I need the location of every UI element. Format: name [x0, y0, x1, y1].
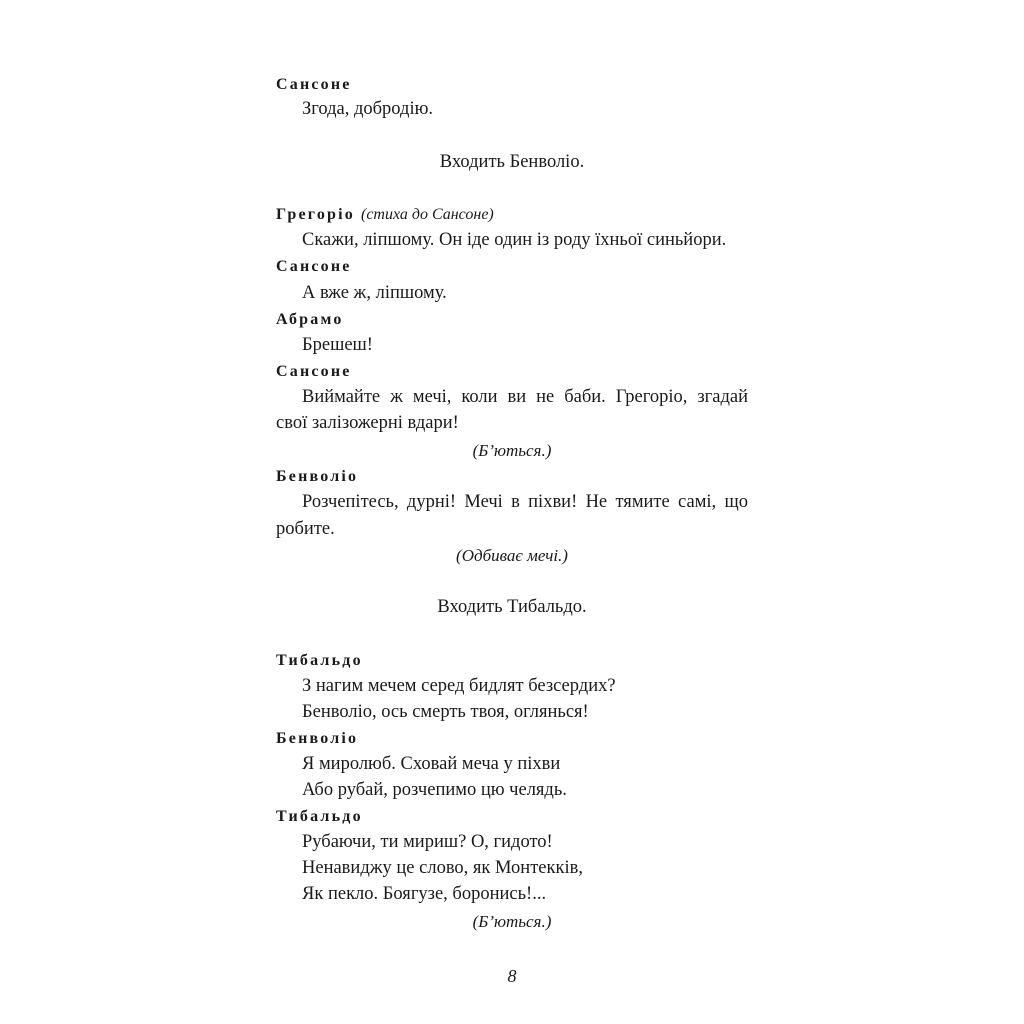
speaker-aside: (стиха до Сансоне) [360, 206, 494, 223]
dialogue-line: Або рубай, розчепимо цю челядь. [302, 780, 567, 800]
page-number: 8 [507, 966, 517, 986]
speaker-name [276, 204, 494, 226]
dialogue-line: А вже ж, ліпшому. [302, 283, 447, 303]
speaker-name: Бенволіо [276, 468, 359, 485]
speaker-name: Тибальдо [276, 652, 363, 669]
stage-direction: (Б’ються.) [472, 912, 552, 931]
dialogue-line: свої залізожерні вдари! [276, 413, 459, 433]
speaker-name: Абрамо [276, 311, 344, 328]
stage-direction: Входить Тибальдо. [437, 597, 587, 617]
stage-direction: (Б’ються.) [472, 441, 552, 460]
dialogue-line: робите. [276, 519, 335, 539]
speaker-label: Грегоріо [276, 206, 355, 223]
speaker-name: Сансоне [276, 363, 352, 380]
dialogue-line: Скажи, ліпшому. Он іде один із роду їхньої синьйори. [302, 230, 727, 250]
stage-direction: (Одбиває мечі.) [456, 546, 568, 565]
dialogue-line: З нагим мечем серед бидлят безсердих? [302, 676, 616, 696]
speaker-name: Тибальдо [276, 808, 363, 825]
dialogue-line: Бенволіо, ось смерть твоя, оглянься! [302, 702, 589, 722]
speaker-name: Бенволіо [276, 730, 359, 747]
dialogue-line: Розчепітесь, дурні! Мечі в піхви! Не тямите самі, що [302, 492, 748, 512]
speaker-name: Сансоне [276, 258, 352, 275]
dialogue-line: Брешеш! [302, 335, 373, 355]
dialogue-line: Згода, добродію. [302, 99, 434, 119]
dialogue-line: Як пекло. Боягузе, боронись!... [302, 884, 547, 904]
dialogue-line: Рубаючи, ти мириш? О, гидото! [302, 832, 553, 852]
speaker-name: Сансоне [276, 76, 352, 93]
dialogue-line: Ненавиджу це слово, як Монтекків, [302, 858, 583, 878]
stage-direction: Входить Бенволіо. [439, 152, 585, 172]
dialogue-line: Я миролюб. Сховай меча у піхви [302, 754, 561, 774]
dialogue-line: Виймайте ж мечі, коли ви не баби. Грегоріо, згадай [302, 387, 748, 407]
